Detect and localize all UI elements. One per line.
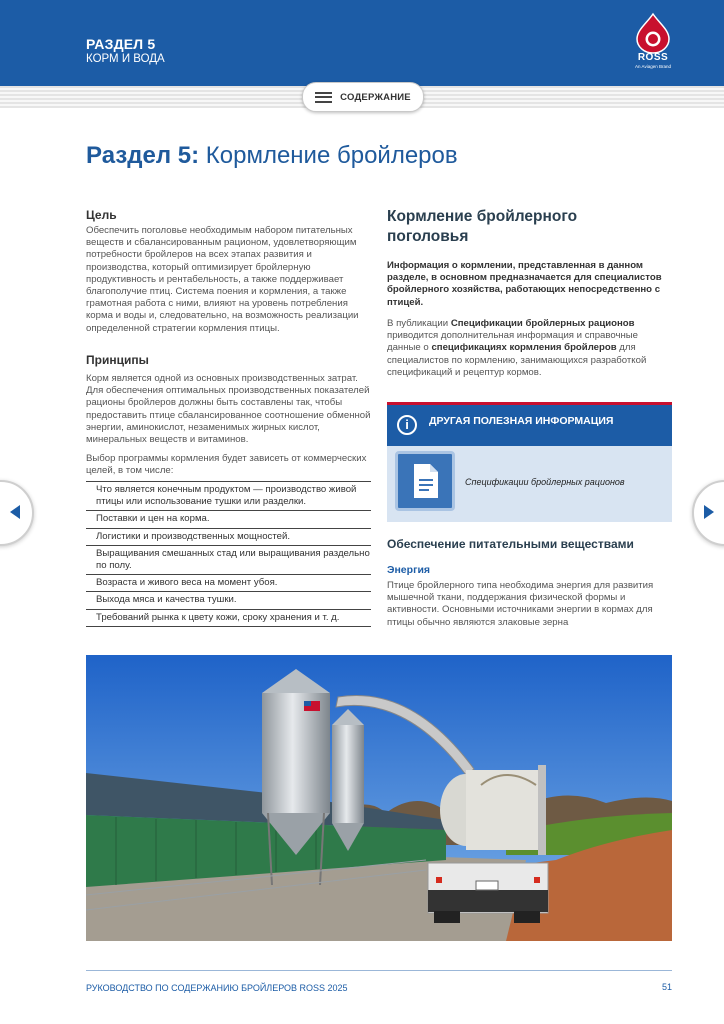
footer-divider bbox=[86, 970, 672, 971]
publication-name: Спецификации бройлерных рационов bbox=[450, 318, 635, 329]
list-item: Что является конечным продуктом — производство живой птицы или использование тушки или разделки. bbox=[86, 482, 371, 511]
list-item: Логистики и производственных мощностей. bbox=[86, 529, 371, 546]
logo-wordmark: ROSS bbox=[637, 52, 669, 63]
spec-phrase: спецификациях кормления бройлеров bbox=[431, 342, 617, 354]
list-item: Выращивания смешанных стад или выращивания раздельно по полу. bbox=[86, 546, 371, 575]
contents-button[interactable] bbox=[302, 82, 424, 112]
page-title bbox=[86, 142, 458, 170]
list-item: Возраста и живого веса на момент убоя. bbox=[86, 575, 371, 592]
energy-heading: Энергия bbox=[387, 564, 431, 576]
menu-icon bbox=[315, 92, 332, 103]
feed-silo-photo bbox=[86, 655, 672, 941]
silo-truck-image bbox=[86, 655, 672, 941]
goal-heading: Цель bbox=[86, 208, 117, 222]
feeding-intro: Информация о кормлении, представленная в данном разделе, в основном предназначается для специалистов бройлерного хозяйства, работающих непосредственно с птицей. bbox=[387, 260, 662, 308]
commercial-goals-list bbox=[86, 481, 371, 627]
principles-paragraph-1: Корм является одной из основных производственных затрат. Для обеспечения оптимальных производственных показателей рационы бройлеров должны быть составлены так, чтобы предоставить птице сбалансированное соотношение обменной энергии, аминокислот, незаменимых жирных кислот, минеральных веществ и витаминов. bbox=[86, 373, 371, 446]
document-icon[interactable] bbox=[395, 451, 455, 511]
info-icon: i bbox=[397, 415, 417, 435]
footer-title: РУКОВОДСТВО ПО СОДЕРЖАНИЮ БРОЙЛЕРОВ ROSS 2025 bbox=[86, 983, 348, 993]
title-prefix: Раздел 5: bbox=[86, 142, 200, 169]
contents-label: СОДЕРЖАНИЕ bbox=[340, 91, 411, 103]
document-link[interactable]: Спецификации бройлерных рационов bbox=[465, 477, 625, 487]
list-item: Выхода мяса и качества тушки. bbox=[86, 592, 371, 609]
logo-tagline: An Aviagen Brand bbox=[635, 64, 671, 69]
text-run: приводится дополнительная информация и справочные данные о bbox=[387, 330, 639, 354]
list-item: Требований рынка к цвету кожи, сроку хранения и т. д. bbox=[86, 610, 371, 627]
page-number: 51 bbox=[661, 982, 672, 992]
title-text: Кормление бройлеров bbox=[199, 142, 458, 169]
next-page-button[interactable] bbox=[692, 480, 724, 546]
previous-page-button[interactable] bbox=[0, 480, 34, 546]
principles-heading: Принципы bbox=[86, 353, 149, 367]
list-item: Поставки и цен на корма. bbox=[86, 511, 371, 528]
info-box-title: ДРУГАЯ ПОЛЕЗНАЯ ИНФОРМАЦИЯ bbox=[429, 415, 614, 427]
ross-drop-icon bbox=[628, 12, 678, 54]
more-info-box bbox=[387, 402, 672, 522]
feeding-paragraph bbox=[387, 318, 673, 379]
principles-paragraph-2: Выбор программы кормления будет зависеть от коммерческих целей, в том числе: bbox=[86, 453, 367, 477]
ross-logo[interactable] bbox=[628, 12, 678, 74]
text-run: В публикации bbox=[387, 318, 451, 329]
info-box-header bbox=[387, 402, 672, 446]
feeding-heading: Кормление бройлерного поголовья bbox=[387, 208, 578, 245]
arrow-left-icon bbox=[10, 505, 20, 519]
section-label: РАЗДЕЛ 5 bbox=[86, 36, 156, 52]
nutrients-heading: Обеспечение питательными веществами bbox=[387, 537, 634, 551]
text-run: для специалистов по кормлению, занимающихся разработкой спецификаций и рецептур кормов. bbox=[387, 342, 647, 378]
header-bar bbox=[0, 0, 724, 86]
goal-paragraph: Обеспечить поголовье необходимым набором питательных веществ и сбалансированным рационом, удовлетворяющим потребности бройлеров на всех этапах развития и производства, который оптимизирует бройлерную продуктивность и рентабельность, а также поддерживает благополучие птиц. Система поения и кормления, а также грамотная работа с ними, влияют на уровень потребления корма и воды и, следовательно, на возможность реализации определенной стратегии кормления птицы. bbox=[86, 225, 359, 334]
energy-paragraph: Птице бройлерного типа необходима энергия для развития мышечной ткани, поддержания физической формы и активности. Основными источниками энергии в кормах для птицы обычно являются злаковые зерна bbox=[387, 580, 654, 628]
document-glyph-icon bbox=[398, 454, 452, 508]
arrow-right-icon bbox=[704, 505, 714, 519]
section-subtitle: КОРМ И ВОДА bbox=[86, 53, 165, 65]
